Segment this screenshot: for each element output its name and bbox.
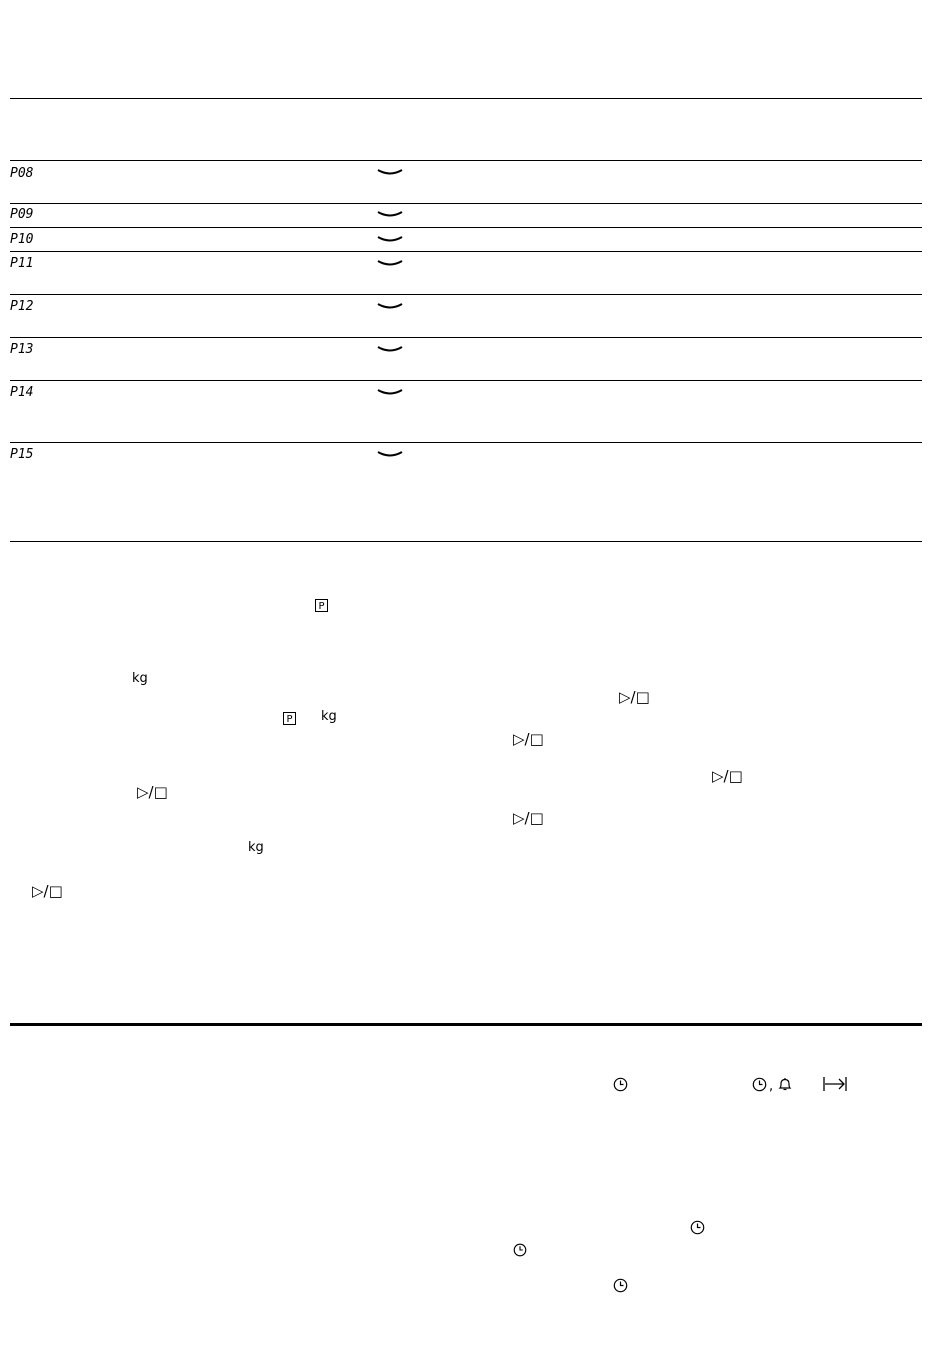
table-row-rule: [10, 294, 922, 295]
start-stop-icon: ▷/□: [712, 767, 743, 785]
program-code: P09: [10, 207, 34, 222]
bottom-heat-icon: [377, 388, 403, 396]
table-row-rule: [10, 337, 922, 338]
bottom-heat-icon: [377, 259, 403, 267]
start-stop-icon: ▷/□: [513, 730, 544, 748]
kg-symbol: kg: [321, 709, 337, 724]
start-stop-icon: ▷/□: [32, 882, 63, 900]
start-stop-icon: ▷/□: [513, 809, 544, 827]
program-code: P12: [10, 299, 34, 314]
program-code: P11: [10, 256, 34, 271]
table-row-rule: [10, 380, 922, 381]
kg-symbol: kg: [248, 840, 264, 855]
bottom-heat-icon: [377, 235, 403, 243]
end-time-icon: [823, 1076, 847, 1092]
clock-icon: [613, 1278, 628, 1293]
bottom-heat-icon: [377, 210, 403, 218]
clock-icon: [613, 1077, 628, 1092]
kg-symbol: kg: [132, 671, 148, 686]
bottom-heat-icon: [377, 450, 403, 458]
table-header-rule: [10, 160, 922, 161]
program-key-icon: P: [315, 596, 328, 612]
bottom-heat-icon: [377, 168, 403, 176]
table-row-rule: [10, 442, 922, 443]
program-code: P15: [10, 447, 34, 462]
clock-icon: [513, 1243, 527, 1257]
program-code: P08: [10, 166, 34, 181]
table-row-rule: [10, 203, 922, 204]
table-top-rule: [10, 98, 922, 99]
program-code: P10: [10, 232, 34, 247]
clock-icon: [690, 1220, 705, 1235]
separator-comma: ,: [769, 1079, 774, 1094]
clock-icon: [752, 1077, 767, 1092]
bottom-heat-icon: [377, 302, 403, 310]
program-code: P14: [10, 385, 34, 400]
section-rule: [10, 1023, 922, 1026]
start-stop-icon: ▷/□: [619, 688, 650, 706]
bell-icon: [777, 1076, 793, 1092]
program-key-icon: P: [283, 709, 296, 725]
start-stop-icon: ▷/□: [137, 783, 168, 801]
table-row-rule: [10, 251, 922, 252]
program-code: P13: [10, 342, 34, 357]
table-row-rule: [10, 227, 922, 228]
table-bottom-rule: [10, 541, 922, 542]
bottom-heat-icon: [377, 345, 403, 353]
